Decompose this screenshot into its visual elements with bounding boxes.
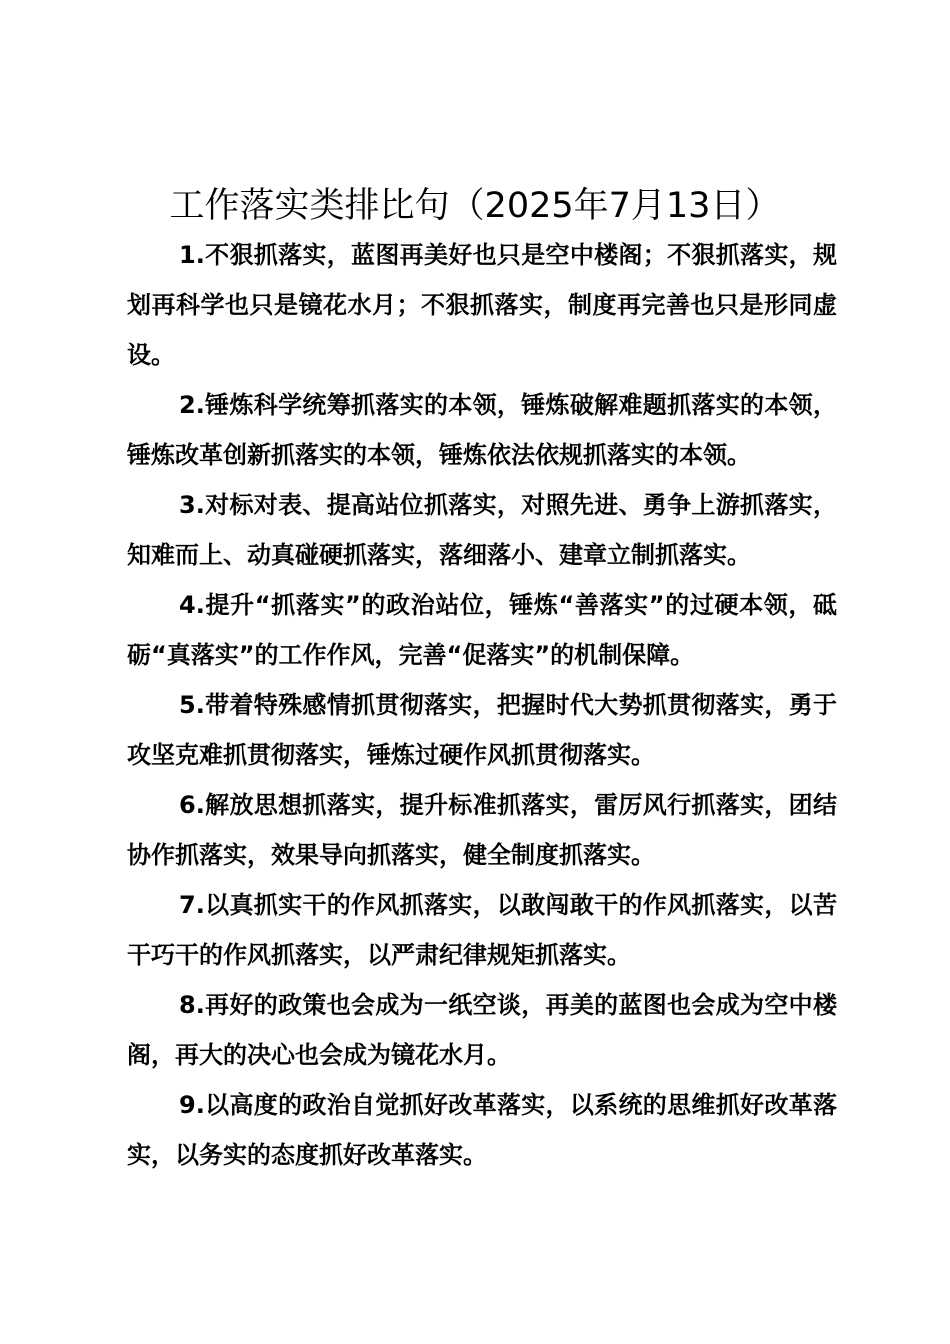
paragraph-8: 8.再好的政策也会成为一纸空谈，再美的蓝图也会成为空中楼阁，再大的决心也会成为镜花水月。 bbox=[127, 991, 837, 1069]
paragraph-7: 7.以真抓实干的作风抓落实，以敢闯敢干的作风抓落实，以苦干巧干的作风抓落实，以严肃纪律规矩抓落实。 bbox=[127, 891, 837, 969]
paragraph-4: 4.提升“抓落实”的政治站位，锤炼“善落实”的过硬本领，砥砺“真落实”的工作作风，完善“促落实”的机制保障。 bbox=[127, 591, 837, 669]
paragraph-6: 6.解放思想抓落实，提升标准抓落实，雷厉风行抓落实，团结协作抓落实，效果导向抓落实，健全制度抓落实。 bbox=[127, 791, 837, 869]
paragraph-9: 9.以高度的政治自觉抓好改革落实，以系统的思维抓好改革落实，以务实的态度抓好改革落实。 bbox=[127, 1091, 837, 1169]
document-title: 工作落实类排比句（2025年7月13日） bbox=[169, 186, 781, 226]
paragraph-1: 1.不狠抓落实，蓝图再美好也只是空中楼阁；不狠抓落实，规划再科学也只是镜花水月；不狠抓落实，制度再完善也只是形同虚设。 bbox=[127, 241, 837, 369]
document-body bbox=[127, 230, 837, 1180]
paragraph-2: 2.锤炼科学统筹抓落实的本领，锤炼破解难题抓落实的本领，锤炼改革创新抓落实的本领，锤炼依法依规抓落实的本领。 bbox=[127, 391, 837, 469]
paragraph-5: 5.带着特殊感情抓贯彻落实，把握时代大势抓贯彻落实，勇于攻坚克难抓贯彻落实，锤炼过硬作风抓贯彻落实。 bbox=[127, 691, 837, 769]
paragraph-3: 3.对标对表、提高站位抓落实，对照先进、勇争上游抓落实，知难而上、动真碰硬抓落实，落细落小、建章立制抓落实。 bbox=[127, 491, 837, 569]
